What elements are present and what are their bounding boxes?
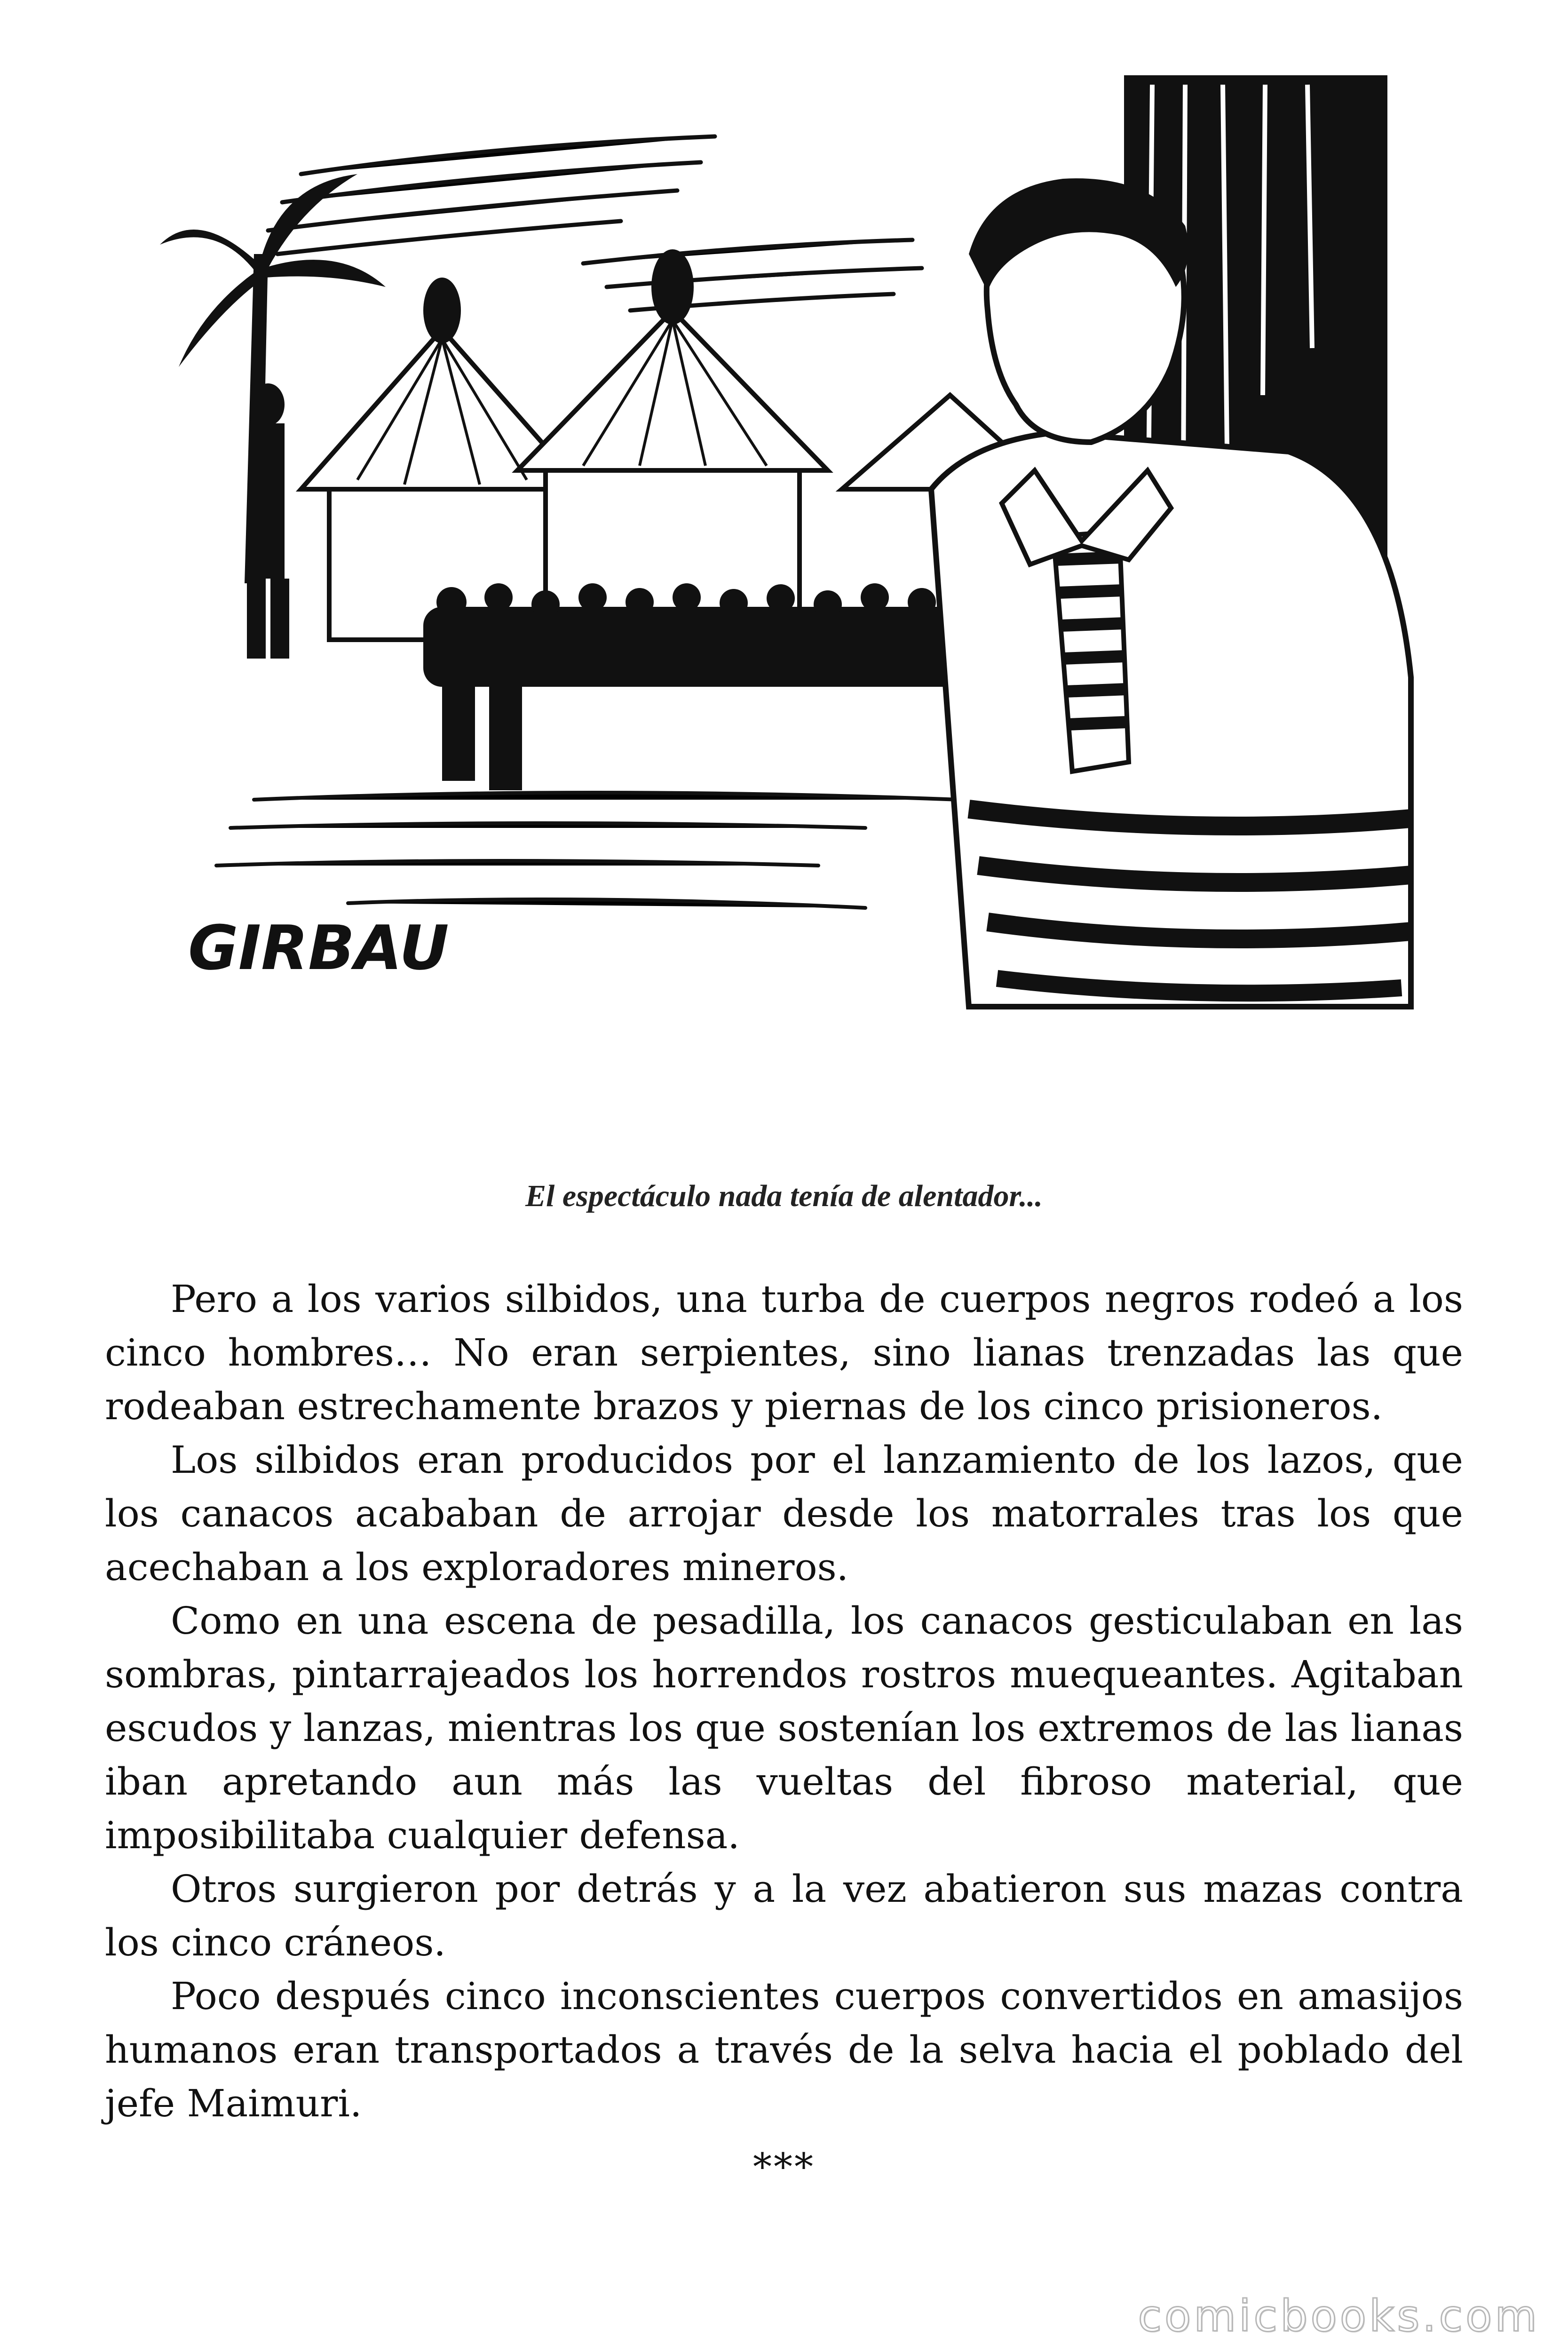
body-text — [105, 1272, 1463, 2130]
artist-signature: GIRBAU — [188, 912, 449, 984]
paragraph: Poco después cinco inconscientes cuerpos convertidos en amasijos humanos eran transportados a través de la selva hacia el poblado del jefe Maimuri. — [105, 1974, 1463, 2125]
ink-drawing — [160, 66, 1439, 1110]
paragraph: Los silbidos eran producidos por el lanzamiento de los lazos, que los canacos acababan de arrojar desde los matorrales tras los que acechaban a los exploradores mineros. — [105, 1438, 1463, 1589]
illustration — [160, 66, 1439, 1110]
illustration-caption: El espectáculo nada tenía de alentador... — [525, 1179, 1043, 1213]
ground-strokes — [216, 793, 959, 908]
watermark: comicbooks.com — [1138, 2291, 1540, 2341]
standing-figure — [247, 383, 289, 659]
paragraph: Como en una escena de pesadilla, los canacos gesticulaban en las sombras, pintarrajeados los horrendos rostros muequeantes. Agitaban escudos y lanzas, mientras los que sostenían los extremos de las lianas iban apretando aun más las vueltas del fibroso material, que imposibilitaba cualquier defensa. — [105, 1599, 1463, 1857]
paragraph: Otros surgieron por detrás y a la vez abatieron sus mazas contra los cinco cráneos. — [105, 1867, 1463, 1964]
paragraph: Pero a los varios silbidos, una turba de cuerpos negros rodeó a los cinco hombres… No eran serpientes, sino lianas trenzadas las que rodeaban estrechamente brazos y piernas de los cinco prisioneros. — [105, 1277, 1463, 1428]
sky-strokes — [268, 136, 922, 310]
section-separator: *** — [753, 2145, 815, 2189]
